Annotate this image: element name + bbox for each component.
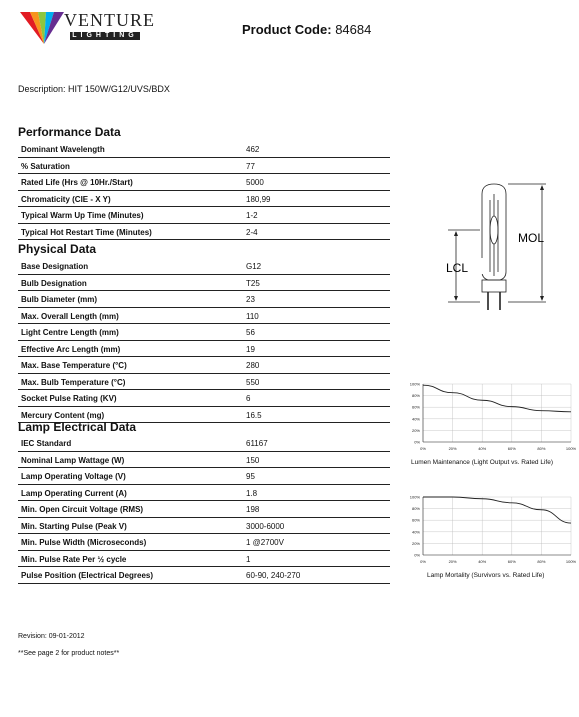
performance-row [18, 158, 390, 175]
lamp-base [482, 280, 506, 292]
y-tick-label: 80% [411, 393, 420, 399]
performance-row [18, 191, 390, 208]
electrical-row-label: Lamp Operating Current (A) [21, 488, 127, 498]
performance-row-value: 180,99 [246, 194, 271, 204]
performance-row-label: Rated Life (Hrs @ 10Hr./Start) [21, 178, 133, 187]
performance-row-label: Typical Hot Restart Time (Minutes) [21, 227, 152, 237]
physical-row-value: 280 [246, 361, 260, 370]
y-tick-label: 60% [411, 517, 420, 523]
product-code-label: Product Code: [242, 22, 332, 37]
x-tick-label: 80% [537, 446, 546, 451]
electrical-row-value: 1.8 [246, 488, 258, 498]
logo-sub-wordmark: LIGHTING [70, 32, 140, 40]
physical-row-value: 56 [246, 328, 255, 337]
electrical-row [18, 468, 390, 485]
electrical-row [18, 518, 390, 535]
electrical-row [18, 452, 390, 469]
physical-row [18, 291, 390, 308]
physical-row-label: Max. Base Temperature (°C) [21, 361, 127, 370]
performance-row [18, 174, 390, 191]
arc-tube [490, 216, 498, 244]
performance-row-value: 462 [246, 145, 260, 154]
physical-row [18, 258, 390, 275]
electrical-row-label: Min. Pulse Rate Per ½ cycle [21, 554, 127, 564]
physical-row [18, 341, 390, 358]
product-code [242, 22, 371, 37]
physical-row-label: Max. Bulb Temperature (°C) [21, 377, 126, 387]
revision-text: Revision: 09-01-2012 [18, 633, 85, 640]
electrical-row-label: Pulse Position (Electrical Degrees) [21, 571, 154, 580]
electrical-row-value: 150 [246, 455, 260, 465]
x-tick-label: 0% [420, 559, 426, 564]
x-tick-label: 80% [537, 559, 546, 564]
x-tick-label: 100% [565, 446, 577, 451]
y-tick-label: 100% [409, 381, 420, 387]
y-tick-label: 40% [411, 416, 420, 422]
performance-row-value: 77 [246, 161, 255, 171]
performance-row [18, 224, 390, 241]
physical-row-label: Max. Overall Length (mm) [21, 311, 119, 321]
physical-row-label: Mercury Content (mg) [21, 410, 105, 420]
physical-row [18, 374, 390, 391]
physical-row [18, 275, 390, 292]
performance-row-label: Chromaticity (CIE - X Y) [21, 194, 111, 204]
electrical-row-value: 3000-6000 [246, 521, 285, 531]
performance-title: Performance Data [18, 125, 121, 139]
performance-row-value: 2-4 [246, 227, 258, 237]
x-tick-label: 0% [420, 446, 426, 451]
physical-row-label: Socket Pulse Rating (KV) [21, 394, 117, 403]
performance-table [18, 141, 390, 240]
performance-row-label: Typical Warm Up Time (Minutes) [21, 211, 144, 220]
electrical-title: Lamp Electrical Data [18, 420, 137, 434]
physical-row-label: Base Designation [21, 262, 89, 271]
physical-row-value: 6 [246, 394, 251, 403]
physical-row-value: T25 [246, 278, 260, 288]
electrical-row-label: Min. Open Circuit Voltage (RMS) [21, 505, 144, 514]
electrical-row [18, 435, 390, 452]
y-tick-label: 20% [411, 540, 420, 546]
product-description: Description: HIT 150W/G12/UVS/BDX [18, 84, 170, 94]
lamp-mortality-caption: Lamp Mortality (Survivors vs. Rated Life) [427, 572, 545, 579]
electrical-row-value: 1 @2700V [246, 538, 284, 547]
physical-row [18, 324, 390, 341]
x-tick-label: 20% [448, 446, 457, 451]
physical-row-label: Light Centre Length (mm) [21, 328, 119, 337]
physical-title: Physical Data [18, 242, 97, 256]
electrical-row-label: Min. Pulse Width (Microseconds) [21, 538, 147, 547]
series-line [423, 385, 571, 412]
electrical-row [18, 501, 390, 518]
y-tick-label: 40% [411, 529, 420, 535]
y-tick-label: 0% [414, 439, 420, 445]
x-tick-label: 40% [478, 446, 487, 451]
lumen-maintenance-chart [405, 380, 575, 458]
electrical-row-label: Min. Starting Pulse (Peak V) [21, 521, 127, 531]
physical-row-label: Effective Arc Length (mm) [21, 344, 121, 354]
y-tick-label: 80% [411, 506, 420, 512]
x-tick-label: 100% [565, 559, 577, 564]
lamp-mortality-chart [405, 493, 575, 571]
electrical-row-label: Nominal Lamp Wattage (W) [21, 455, 125, 465]
physical-table [18, 258, 390, 423]
electrical-row-label: Lamp Operating Voltage (V) [21, 472, 126, 481]
x-tick-label: 60% [507, 559, 516, 564]
electrical-row [18, 534, 390, 551]
product-code-value: 84684 [335, 22, 372, 37]
physical-row-value: 23 [246, 295, 255, 304]
electrical-row [18, 567, 390, 584]
x-tick-label: 20% [448, 559, 457, 564]
performance-row-value: 5000 [246, 178, 264, 187]
mol-label: MOL [518, 231, 545, 245]
electrical-row-value: 1 [246, 554, 251, 564]
electrical-row-value: 61167 [246, 439, 268, 448]
physical-row-label: Bulb Designation [21, 278, 87, 288]
physical-row [18, 390, 390, 407]
lamp-dimension-diagram [438, 180, 558, 320]
electrical-row-value: 60-90, 240-270 [246, 571, 301, 580]
y-tick-label: 0% [414, 552, 420, 558]
lumen-maintenance-caption: Lumen Maintenance (Light Output vs. Rated Life) [411, 459, 553, 466]
physical-row [18, 357, 390, 374]
physical-row [18, 308, 390, 325]
series-line [423, 497, 571, 523]
performance-row [18, 207, 390, 224]
y-tick-label: 60% [411, 404, 420, 410]
physical-row-label: Bulb Diameter (mm) [21, 295, 98, 304]
physical-row-value: 16.5 [246, 410, 262, 420]
x-tick-label: 60% [507, 446, 516, 451]
electrical-row-value: 198 [246, 505, 260, 514]
lcl-label: LCL [446, 261, 469, 275]
y-tick-label: 100% [409, 494, 420, 500]
x-tick-label: 40% [478, 559, 487, 564]
electrical-row-label: IEC Standard [21, 439, 72, 448]
product-notes-text: **See page 2 for product notes** [18, 650, 120, 657]
performance-row-label: Dominant Wavelength [21, 145, 105, 154]
electrical-row [18, 551, 390, 568]
logo-wordmark: VENTURE [64, 10, 155, 30]
physical-row-value: 550 [246, 377, 260, 387]
physical-row-value: 110 [246, 311, 259, 321]
electrical-row-value: 95 [246, 472, 255, 481]
electrical-table [18, 435, 390, 584]
y-tick-label: 20% [411, 427, 420, 433]
performance-row-label: % Saturation [21, 161, 70, 171]
physical-row-value: G12 [246, 262, 262, 271]
performance-row [18, 141, 390, 158]
performance-row-value: 1-2 [246, 211, 258, 220]
physical-row-value: 19 [246, 344, 255, 354]
electrical-row [18, 485, 390, 502]
